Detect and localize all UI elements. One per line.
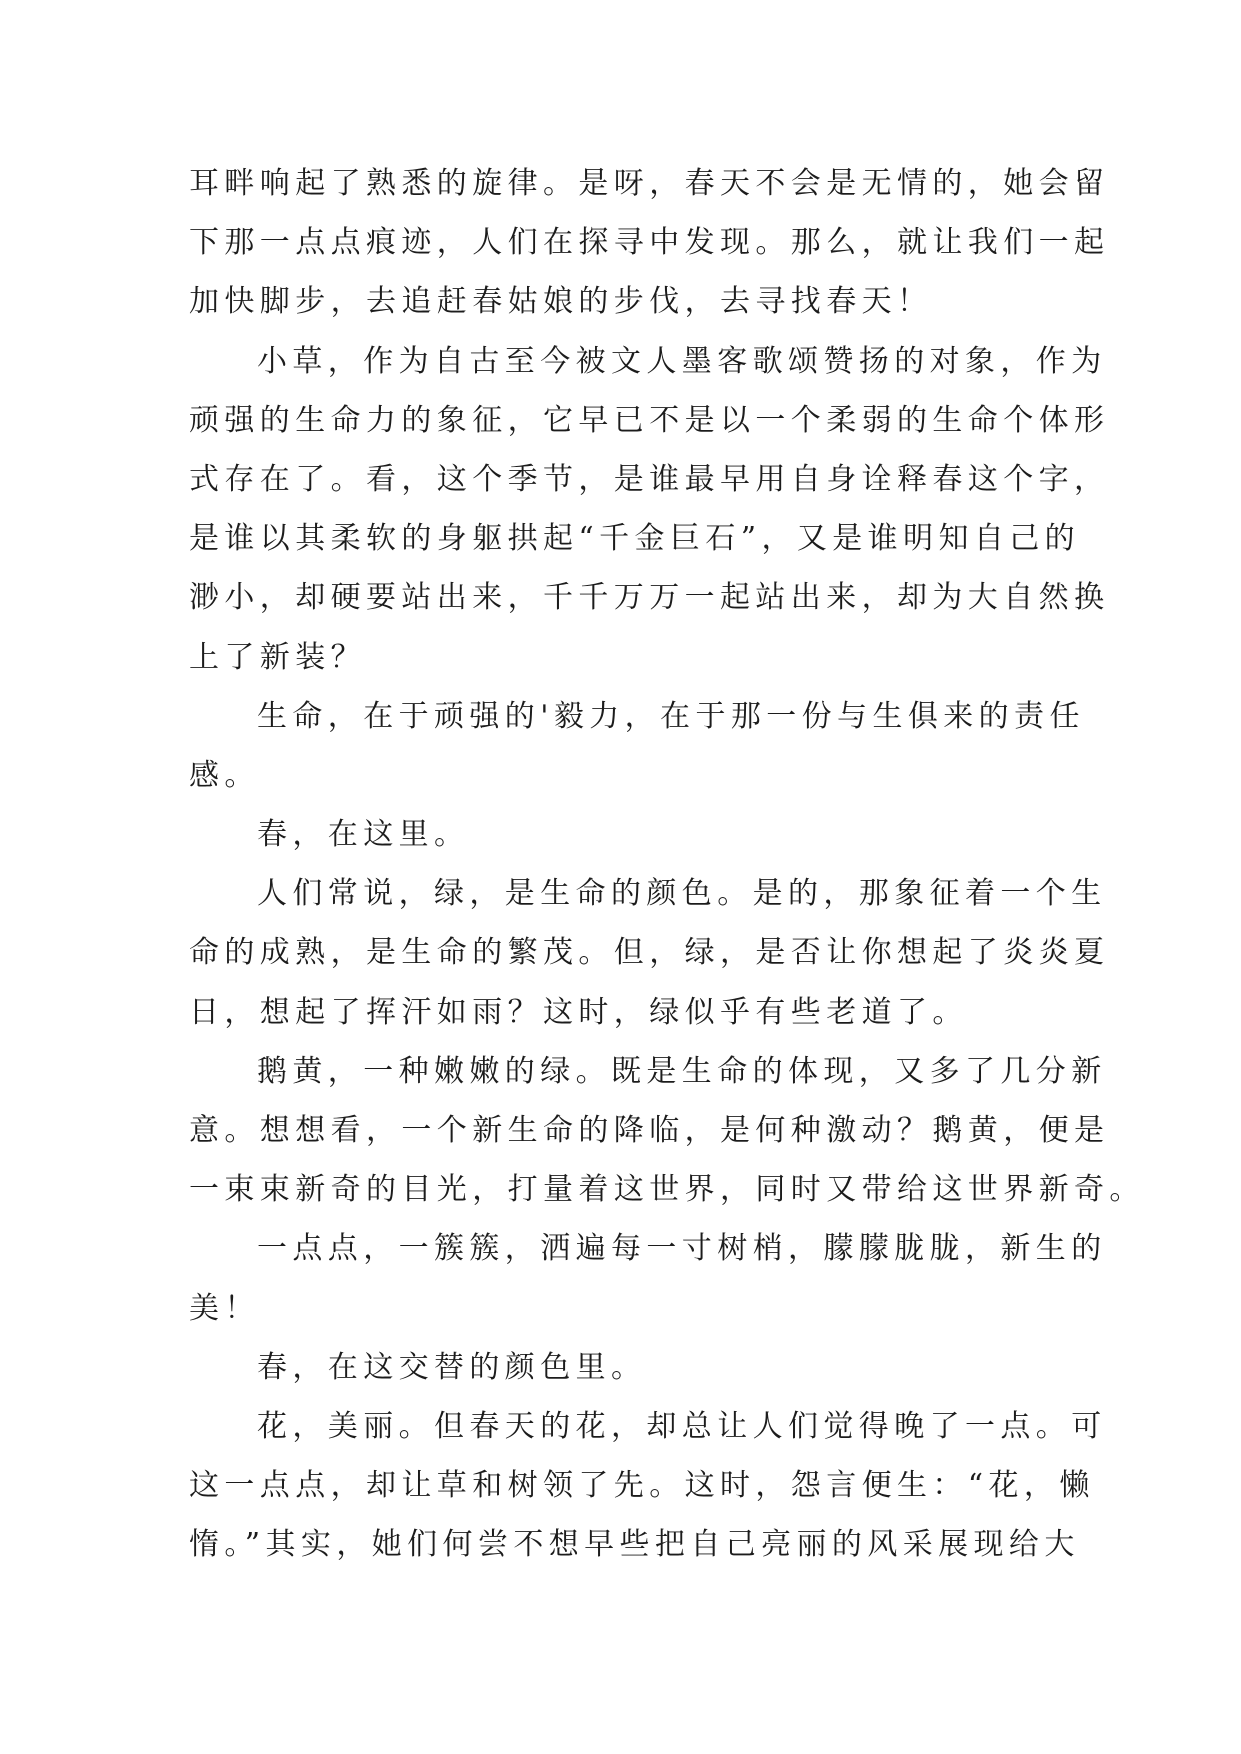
- text-line: 小草，作为自古至今被文人墨客歌颂赞扬的对象，作为: [257, 343, 1107, 379]
- text-line: 渺小，却硬要站出来，千千万万一起站出来，却为大自然换: [189, 580, 1110, 616]
- essay-text: [189, 154, 1145, 1575]
- text-line: 上了新装？: [189, 639, 366, 675]
- text-line: 花，美丽。但春天的花，却总让人们觉得晚了一点。可: [257, 1408, 1107, 1444]
- text-line: 式存在了。看，这个季节，是谁最早用自身诠释春这个字，: [189, 461, 1110, 497]
- text-line: 这一点点，却让草和树领了先。这时，怨言便生：“花，懒: [189, 1468, 1095, 1504]
- text-line: 春，在这里。: [257, 817, 470, 853]
- text-line: 春，在这交替的颜色里。: [257, 1349, 647, 1385]
- text-line: 意。想想看，一个新生命的降临，是何种激动？鹅黄，便是: [189, 1113, 1110, 1148]
- text-line: 感。: [189, 757, 260, 793]
- text-line: 耳畔响起了熟悉的旋律。是呀，春天不会是无情的，她会留: [189, 166, 1110, 201]
- text-line: 命的成熟，是生命的繁茂。但，绿，是否让你想起了炎炎夏: [189, 935, 1110, 971]
- text-line: 美！: [189, 1290, 260, 1326]
- text-line: 顽强的生命力的象征，它早已不是以一个柔弱的生命个体形: [189, 402, 1110, 438]
- text-line: 日，想起了挥汗如雨？这时，绿似乎有些老道了。: [189, 994, 968, 1030]
- text-line: 是谁以其柔软的身躯拱起“千金巨石”，又是谁明知自己的: [189, 521, 1081, 557]
- text-line: 一点点，一簇簇，洒遍每一寸树梢，朦朦胧胧，新生的: [257, 1231, 1107, 1267]
- text-line: 惰。”其实，她们何尝不想早些把自己亮丽的风采展现给大: [189, 1527, 1080, 1563]
- text-line: 加快脚步，去追赶春姑娘的步伐，去寻找春天！: [189, 284, 933, 320]
- text-line: 人们常说，绿，是生命的颜色。是的，那象征着一个生: [257, 876, 1107, 912]
- text-line: 下那一点点痕迹，人们在探寻中发现。那么，就让我们一起: [189, 225, 1110, 261]
- text-line: 鹅黄，一种嫩嫩的绿。既是生命的体现，又多了几分新: [257, 1053, 1107, 1089]
- text-line: 生命，在于顽强的'毅力，在于那一份与生俱来的责任: [257, 698, 1085, 734]
- text-line: 一束束新奇的目光，打量着这世界，同时又带给这世界新奇。: [189, 1172, 1145, 1208]
